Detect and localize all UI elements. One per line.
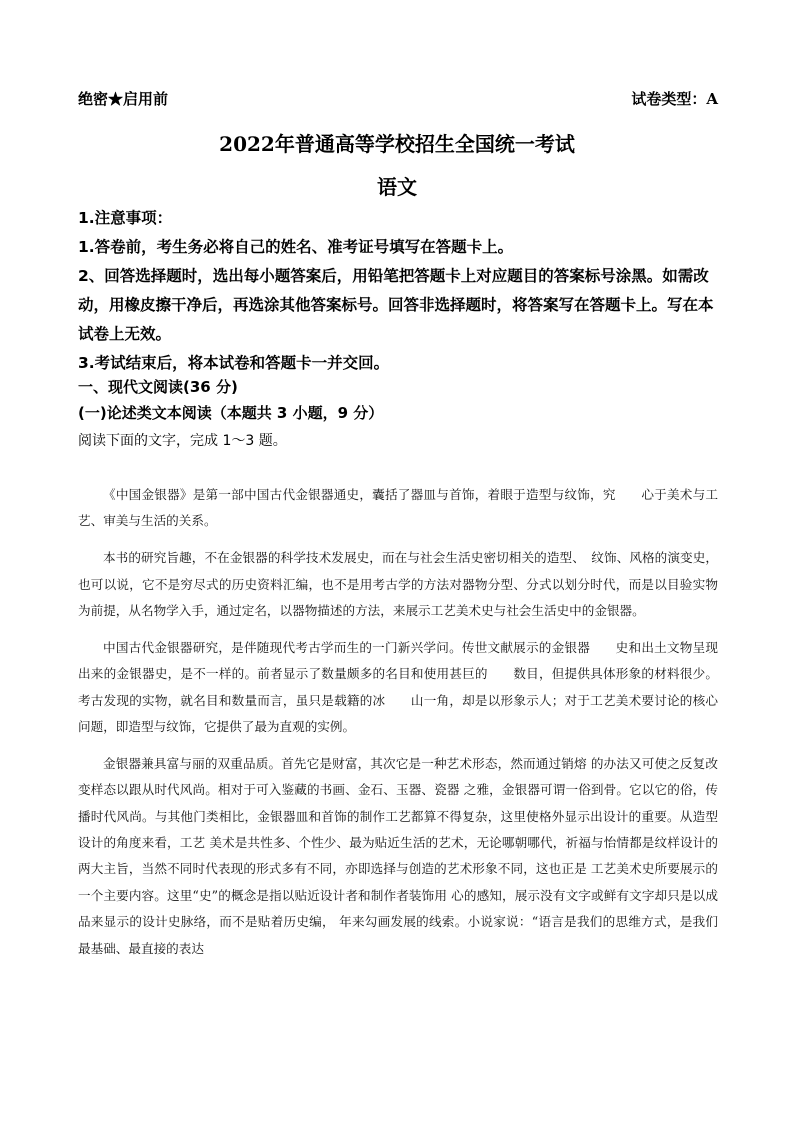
exam-title: 2022年普通高等学校招生全国统一考试 <box>219 132 575 156</box>
paper-type-label: 试卷类型：A <box>631 90 718 108</box>
reading-passage <box>78 482 718 972</box>
section-heading: 一、现代文阅读(36 分) <box>78 378 238 396</box>
notes-heading: 1.注意事项： <box>78 209 173 227</box>
note-item: 3.考试结束后，将本试卷和答题卡一并交回。 <box>78 354 390 372</box>
passage-paragraph: 本书的研究旨趣，不在金银器的科学技术发展史，而在与社会生活史密切相关的造型、 纹饰、风格的演变史，也可以说，它不是穷尽式的历史资料汇编，也不是用考古学的方法对器物分型、分式以划分时代，而是以目验实物为前提，从名物学入手，通过定名，以器物描述的方法，来展示工艺美术史与社会生活史中的金银器。 <box>78 550 718 619</box>
subject-title: 语文 <box>377 175 417 199</box>
note-item: 1.答卷前，考生务必将自己的姓名、准考证号填写在答题卡上。 <box>78 238 514 256</box>
exam-notes <box>78 204 722 378</box>
passage-paragraph: 《中国金银器》是第一部中国古代金银器通史，囊括了器皿与首饰，着眼于造型与纹饰，究 心于美术与工艺、审美与生活的关系。 <box>78 487 718 529</box>
subsection-heading: (一)论述类文本阅读（本题共 3 小题，9 分） <box>78 404 384 422</box>
page-header <box>78 88 718 110</box>
passage-paragraph: 金银器兼具富与丽的双重品质。首先它是财富，其次它是一种艺术形态，然而通过销熔 的办法又可使之反复改变样态以跟从时代风尚。相对于可入鉴藏的书画、金石、玉器、瓷器 之雅，金银器可谓一俗到骨。它以它的俗，传播时代风尚。与其他门类相比，金银器皿和首饰的制作工艺都算不得复杂，这里使格外显示出设计的重要。从造型设计的角度来看，工艺 美术是共性多、个性少、最为贴近生活的艺术，无论哪朝哪代，祈福与怡情都是纹样设计的 两大主旨，当然不同时代表现的形式多有不同，亦即选择与创造的艺术形象不同，这也正是 工艺美术史所要展示的一个主要内容。这里“史”的概念是指以贴近设计者和制作者装饰用 心的感知，展示没有文字或鲜有文字却只是以成品来显示的设计史脉络，而不是贴着历史编， 年来勾画发展的线索。小说家说：“语言是我们的思维方式，是我们最基础、最直接的表达 <box>78 755 718 956</box>
passage-paragraph: 中国古代金银器研究，是伴随现代考古学而生的一门新兴学问。传世文献展示的金银器 史和出土文物呈现出来的金银器史，是不一样的。前者显示了数量颇多的名目和使用甚巨的 数目，但提供具体形象的材料很少。考古发现的实物，就名目和数量而言，虽只是载籍的冰 山一角，却是以形象示人；对于工艺美术要讨论的核心问题，即造型与纹饰，它提供了最为直观的实例。 <box>78 639 718 735</box>
reading-instruction: 阅读下面的文字，完成 1～3 题。 <box>78 433 287 449</box>
note-item: 2、回答选择题时，选出每小题答案后，用铅笔把答题卡上对应题目的答案标号涂黑。如需改动，用橡皮擦干净后，再选涂其他答案标号。回答非选择题时，将答案写在答题卡上。写在本试卷上无效。 <box>78 267 714 343</box>
confidential-label: 绝密★启用前 <box>78 90 169 108</box>
